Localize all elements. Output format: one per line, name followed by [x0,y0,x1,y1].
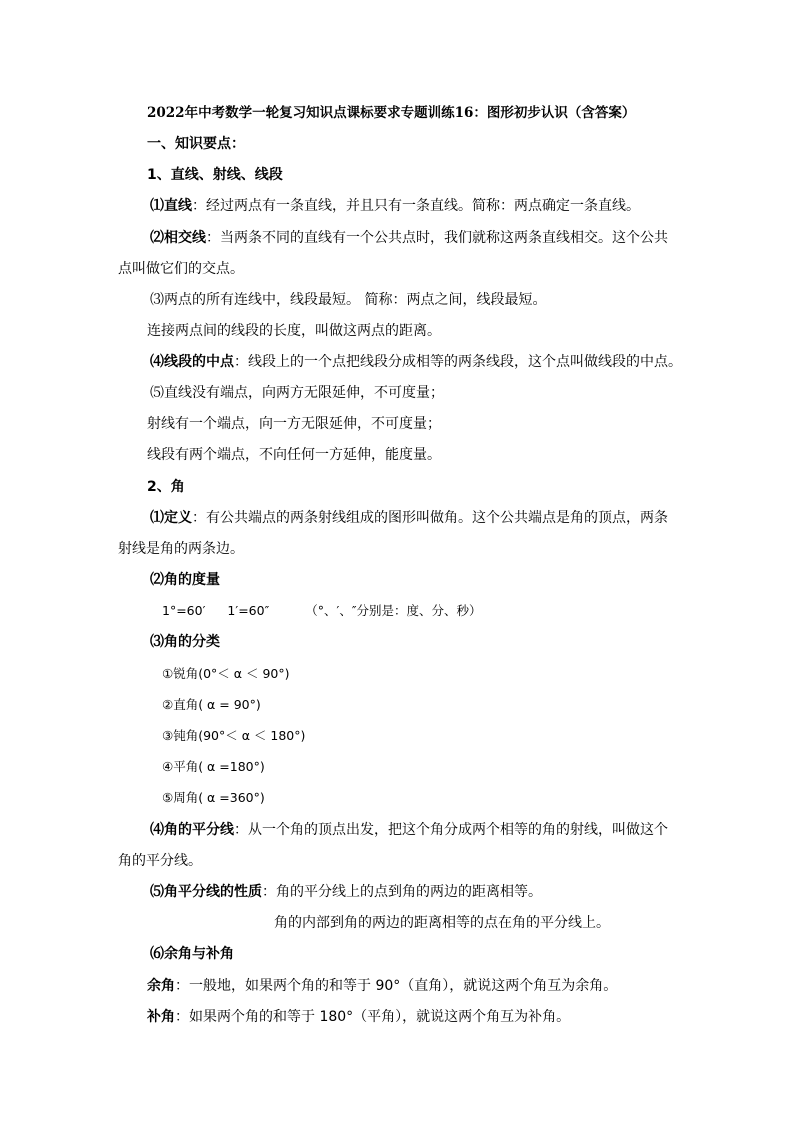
para-text: ：线段上的一个点把线段分成相等的两条线段，这个点叫做线段的中点。 [234,354,682,370]
doc-title: 2022年中考数学一轮复习知识点课标要求专题训练16：图形初步认识（含答案） [147,105,636,121]
degree-minute: 1°=60′ [162,603,206,618]
para-text: ：角的平分线上的点到角的两边的距离相等。 [262,884,542,900]
para-intersecting-cont: 点叫做它们的交点。 [118,261,244,277]
class-straight: ④平角( α =180°) [162,759,265,774]
para-bisector-property [150,882,542,902]
class-right: ②直角( α = 90°) [162,697,261,712]
term-definition: 定义 [164,510,192,526]
para-angle-classification: ⑶角的分类 [150,634,220,650]
para-ray-endpoints: 射线有一个端点，向一方无限延伸，不可度量； [147,416,441,432]
para-midpoint [150,352,682,372]
section-heading-knowledge: 一、知识要点： [147,136,245,152]
para-complementary [147,976,617,996]
para-text: ：如果两个角的和等于 180°（平角），就说这两个角互为补角。 [175,1009,571,1025]
para-text: ：当两条不同的直线有一个公共点时，我们就称这两条直线相交。这个公共 [206,230,668,246]
minute-second: 1′=60″ [227,603,270,618]
item-number: ⑸ [150,884,164,900]
para-supplementary [147,1007,570,1027]
term-bisector-property: 角平分线的性质 [164,884,262,900]
para-text: ：从一个角的顶点出发，把这个角分成两个相等的角的射线，叫做这个 [234,822,668,838]
item-number: ⑷ [150,822,164,838]
class-full: ⑤周角( α =360°) [162,790,265,805]
para-angle-bisector-cont: 角的平分线。 [118,853,202,869]
para-distance: 连接两点间的线段的长度，叫做这两点的距离。 [147,323,441,339]
para-angle-measure: ⑵角的度量 [150,572,220,588]
term-bisector: 角的平分线 [164,822,234,838]
item-number: ⑷ [150,354,164,370]
para-segment-endpoints: 线段有两个端点，不向任何一方延伸，能度量。 [147,447,441,463]
para-complementary-supplementary: ⑹余角与补角 [150,946,234,962]
para-shortest-segment: ⑶两点的所有连线中，线段最短。 简称：两点之间，线段最短。 [150,292,547,308]
para-angle-definition-cont: 射线是角的两条边。 [118,541,244,557]
para-intersecting-lines [150,228,668,248]
para-bisector-property-cont: 角的内部到角的两边的距离相等的点在角的平分线上。 [274,915,610,931]
degree-conversions [162,601,482,621]
para-text: ：一般地，如果两个角的和等于 90°（直角），就说这两个角互为余角。 [175,978,618,994]
para-text: ：有公共端点的两条射线组成的图形叫做角。这个公共端点是角的顶点，两条 [192,510,668,526]
para-line-endpoints: ⑸直线没有端点，向两方无限延伸，不可度量； [150,385,444,401]
para-angle-definition [150,508,668,528]
subheading-angle: 2、角 [147,479,185,495]
para-angle-bisector [150,820,668,840]
class-obtuse: ③钝角(90°＜ α ＜ 180°) [162,728,306,743]
term-supplementary: 补角 [147,1009,175,1025]
unit-legend: （°、′、″分别是：度、分、秒） [305,603,482,618]
item-number: ⑴ [150,198,164,214]
term-line: 直线 [164,198,192,214]
item-number: ⑴ [150,510,164,526]
item-number: ⑵ [150,230,164,246]
term-midpoint: 线段的中点 [164,354,234,370]
subheading-lines: 1、直线、射线、线段 [147,167,283,183]
term-intersecting: 相交线 [164,230,206,246]
term-complementary: 余角 [147,978,175,994]
class-acute: ①锐角(0°＜ α ＜ 90°) [162,666,290,681]
para-line-definition [150,196,640,216]
para-text: ：经过两点有一条直线，并且只有一条直线。简称：两点确定一条直线。 [192,198,640,214]
